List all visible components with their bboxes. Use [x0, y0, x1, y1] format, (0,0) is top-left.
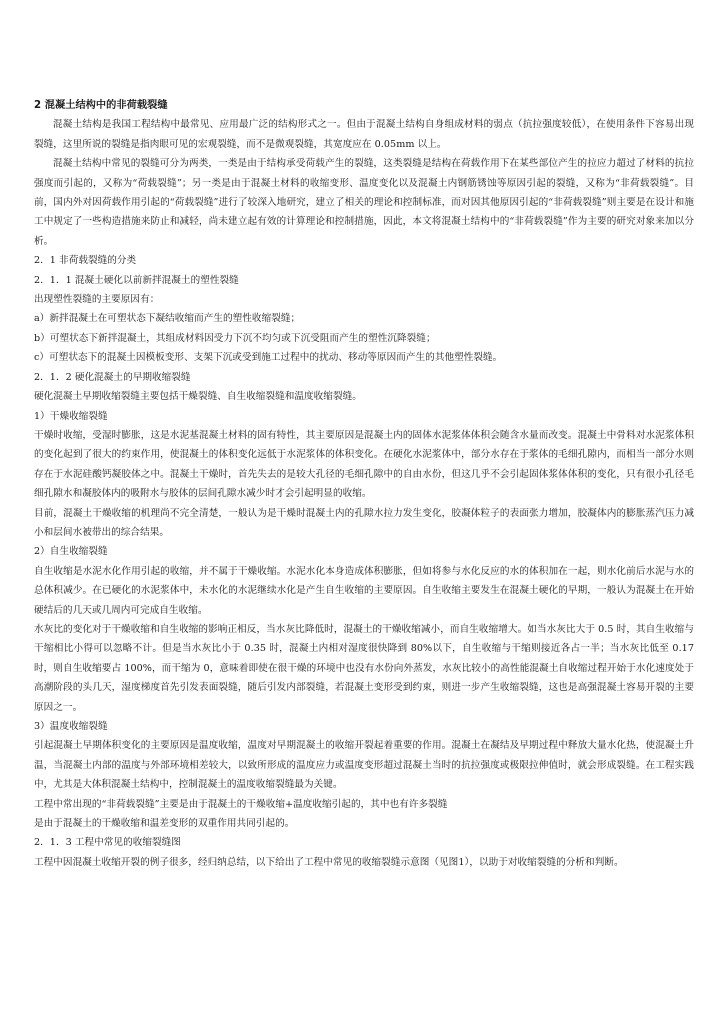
document-body: [34, 96, 694, 872]
list-item-a: a）新拌混凝土在可塑状态下凝结收缩而产生的塑性收缩裂缝；: [34, 313, 301, 325]
paragraph-crack-types: 混凝土结构中常见的裂缝可分为两类，一类是由于结构承受荷载产生的裂缝，这类裂缝是结构在荷载作用下在某些部位产生的拉应力超过了材料的抗拉强度而引起的，又称为“荷载裂缝”；另一类是由于混凝土材料的收缩变形、温度变化以及混凝土内钢筋锈蚀等原因引起的裂缝，又称为“非荷载裂缝”。目前，国内外对因荷载作用引起的“荷载裂缝”进行了较深入地研究，建立了相关的理论和控制标准，而对因其他原因引起的“非荷载裂缝”则主要是在设计和施工中规定了一些构造措施来防止和减轻，尚未建立起有效的计算理论和控制措施，因此，本文将混凝土结构中的“非荷载裂缝”作为主要的研究对象来加以分析。: [34, 158, 694, 247]
paragraph-early-shrinkage: 硬化混凝土早期收缩裂缝主要包括干燥裂缝、自生收缩裂缝和温度收缩裂缝。: [34, 391, 362, 403]
subheading-2-1-1: 2．1．1 混凝土硬化以前新拌混凝土的塑性裂缝: [34, 274, 239, 286]
paragraph-autogenous-2: 水灰比的变化对于干燥收缩和自生收缩的影响正相反，当水灰比降低时，混凝土的干燥收缩减小，而自生收缩增大。如当水灰比大于 0.5 时，其自生收缩与干缩相比小得可以忽略不计。但是当水灰比小于 0.35 时，混凝土内相对湿度很快降到 80%以下，自生收缩与干缩则接近各占一半；当水灰比低至 0.17 时，则自生收缩要占 100%，而干缩为 0，意味着即使在很干燥的环境中也没有水份向外蒸发，水灰比较小的高性能混凝土自收缩过程开始于水化速度处于高潮阶段的头几天，湿度梯度首先引发表面裂缝，随后引发内部裂缝，若混凝土变形受到约束，则进一步产生收缩裂缝，这也是高强混凝土容易开裂的主要原因之一。: [34, 623, 694, 713]
paragraph-drying-1: 干燥时收缩，受湿时膨胀，这是水泥基混凝土材料的固有特性，其主要原因是混凝土内的固体水泥浆体体积会随含水量而改变。混凝土中骨料对水泥浆体积的变化起到了很大的约束作用，使混凝土的体积变化远低于水泥浆体的体积变化。在硬化水泥浆体中，部分水存在于浆体的毛细孔隙内，而相当一部分水则存在于水泥硅酸钙凝胶体之中。混凝土干燥时，首先失去的是较大孔径的毛细孔隙中的自由水份，但这几乎不会引起固体浆体体积的变化，只有很小孔径毛细孔隙水和凝胶体内的吸附水与胶体的层间孔隙水减少时才会引起明显的收缩。: [34, 429, 694, 500]
section-heading: 2 混凝土结构中的非荷载裂缝: [34, 100, 168, 111]
subheading-thermal: 3）温度收缩裂缝: [34, 721, 108, 732]
paragraph-plastic-causes: 出现塑性裂缝的主要原因有：: [34, 294, 160, 306]
list-item-b: b）可塑状态下新拌混凝土，其组成材料因受力下沉不均匀或下沉受阻而产生的塑性沉降裂缝；: [34, 332, 436, 344]
paragraph-drying-2: 目前，混凝土干燥收缩的机理尚不完全清楚，一般认为是干燥时混凝土内的孔隙水拉力发生变化，胶凝体粒子的表面张力增加，胶凝体内的膨胀蒸汽压力减小和层间水被带出的综合结果。: [34, 507, 694, 538]
paragraph-autogenous-1: 自生收缩是水泥水化作用引起的收缩，并不属于干燥收缩。水泥水化本身造成体积膨胀，但如将参与水化反应的水的体积加在一起，则水化前后水泥与水的总体积减少。在已硬化的水泥浆体中，未水化的水泥继续水化是产生自生收缩的主要原因。自生收缩主要发生在混凝土硬化的早期，一般认为混凝土在开始硬结后的几天或几周内可完成自生收缩。: [34, 565, 694, 616]
subheading-2-1: 2．1 非荷载裂缝的分类: [34, 255, 137, 267]
subheading-autogenous: 2）自生收缩裂缝: [34, 546, 108, 558]
subheading-drying: 1）干燥收缩裂缝: [34, 410, 108, 422]
paragraph-figure-intro: 工程中因混凝土收缩开裂的例子很多，经归纳总结，以下给出了工程中常见的收缩裂缝示意图（见图1），以助于对收缩裂缝的分析和判断。: [34, 856, 624, 868]
subheading-2-1-2: 2．1．2 硬化混凝土的早期收缩裂缝: [34, 371, 191, 383]
paragraph-intro: 混凝土结构是我国工程结构中最常见、应用最广泛的结构形式之一。但由于混凝土结构自身组成材料的弱点（抗拉强度较低），在使用条件下容易出现裂缝，这里所说的裂缝是指肉眼可见的宏观裂缝，而不是微观裂缝，其宽度应在 0.05mm 以上。: [34, 119, 694, 150]
paragraph-thermal: 引起混凝土早期体积变化的主要原因是温度收缩，温度对早期混凝土的收缩开裂起着重要的作用。混凝土在凝结及早期过程中释放大量水化热，使混凝土升温，当混凝土内部的温度与外部环境相差较大，以致所形成的温度应力或温度变形超过混凝土当时的抗拉强度或极限拉伸值时，就会形成裂缝。在工程实践中，尤其是大体积混凝土结构中，控制混凝土的温度收缩裂缝最为关键。: [34, 740, 694, 791]
list-item-c: c）可塑状态下的混凝土因模板变形、支架下沉或受到施工过程中的扰动、移动等原因而产生的其他塑性裂缝。: [34, 352, 503, 364]
subheading-2-1-3: 2．1．3 工程中常见的收缩裂缝图: [34, 837, 181, 849]
paragraph-common-cracks-1: 工程中常出现的“非荷载裂缝”主要是由于混凝土的干燥收缩+温度收缩引起的，其中也有许多裂缝: [34, 798, 448, 810]
paragraph-common-cracks-2: 是由于混凝土的干燥收缩和温差变形的双重作用共同引起的。: [34, 818, 295, 830]
